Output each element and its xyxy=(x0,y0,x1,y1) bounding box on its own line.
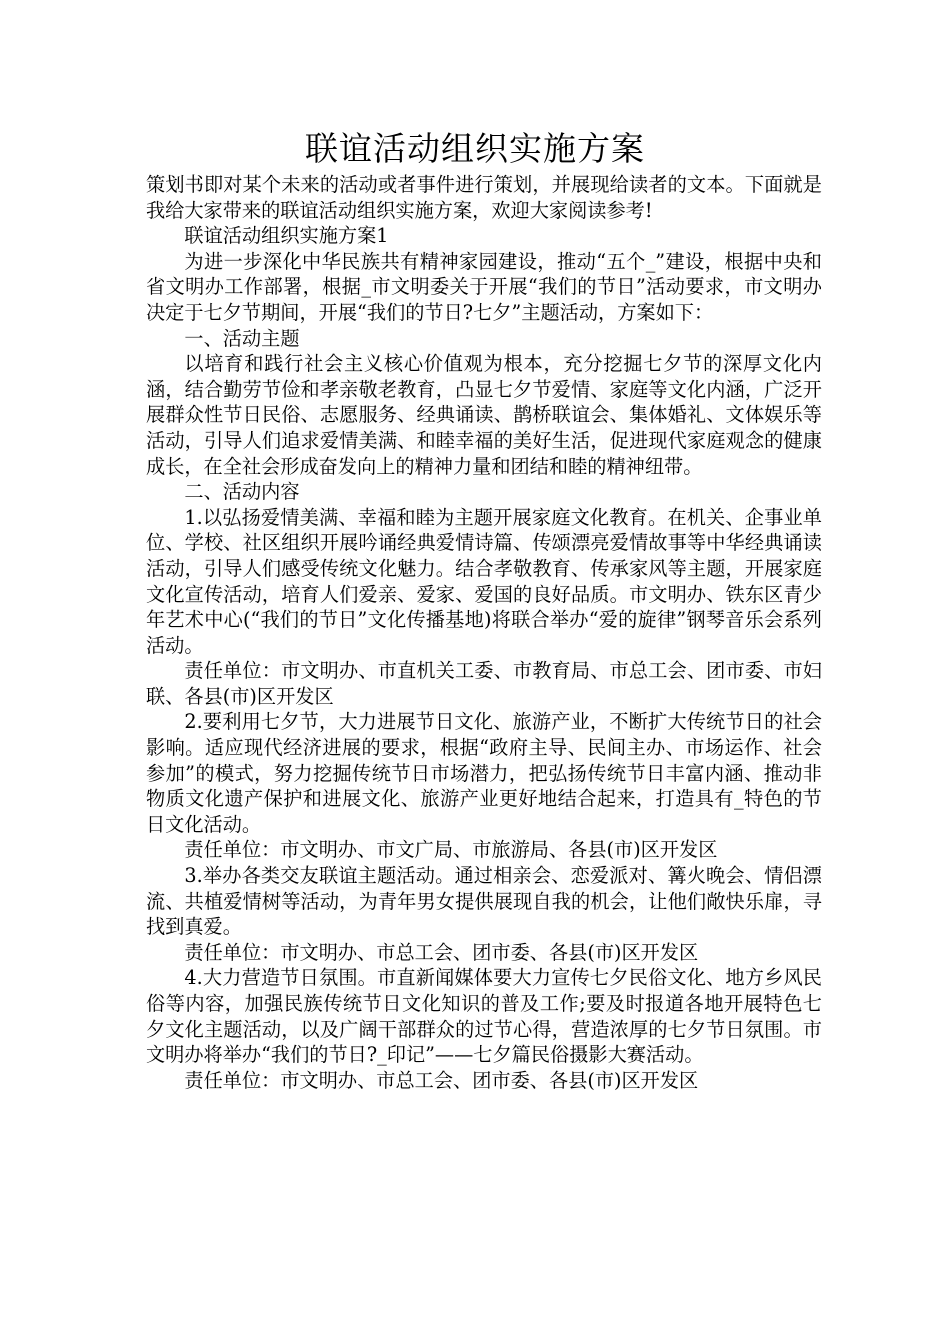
document-title: 联谊活动组织实施方案 xyxy=(305,129,645,168)
paragraph: 责任单位：市文明办、市总工会、团市委、各县(市)区开发区 xyxy=(184,1068,699,1092)
paragraph: 联谊活动组织实施方案1 xyxy=(184,224,389,248)
paragraph: 2.要利用七夕节，大力进展节日文化、旅游产业，不断扩大传统节日的社会影响。适应现代经济进展的要求，根据“政府主导、民间主办、市场运作、社会参加”的模式，努力挖掘传统节日市场潜力，把弘扬传统节日丰富内涵、推动非物质文化遗产保护和进展文化、旅游产业更好地结合起来，打造具有_特色的节日文化活动。 xyxy=(146,710,822,836)
paragraph: 为进一步深化中华民族共有精神家园建设，推动“五个_”建设，根据中央和省文明办工作部署，根据_市文明委关于开展“我们的节日”活动要求，市文明办决定于七夕节期间，开展“我们的节日?七夕”主题活动，方案如下： xyxy=(146,249,822,324)
paragraph: 责任单位：市文明办、市总工会、团市委、各县(市)区开发区 xyxy=(184,940,699,964)
paragraph: 以培育和践行社会主义核心价值观为根本，充分挖掘七夕节的深厚文化内涵，结合勤劳节俭和孝亲敬老教育，凸显七夕节爱情、家庭等文化内涵，广泛开展群众性节日民俗、志愿服务、经典诵读、鹊桥联谊会、集体婚礼、文体娱乐等活动，引导人们追求爱情美满、和睦幸福的美好生活，促进现代家庭观念的健康成长，在全社会形成奋发向上的精神力量和团结和睦的精神纽带。 xyxy=(146,352,822,478)
paragraph: 4.大力营造节日氛围。市直新闻媒体要大力宣传七夕民俗文化、地方乡风民俗等内容，加强民族传统节日文化知识的普及工作;要及时报道各地开展特色七夕文化主题活动，以及广阔干部群众的过节心得，营造浓厚的七夕节日氛围。市文明办将举办“我们的节日?_印记”——七夕篇民俗摄影大赛活动。 xyxy=(146,966,822,1067)
paragraph: 策划书即对某个未来的活动或者事件进行策划，并展现给读者的文本。下面就是我给大家带来的联谊活动组织实施方案，欢迎大家阅读参考! xyxy=(146,173,822,222)
paragraph: 一、活动主题 xyxy=(184,326,300,350)
paragraph: 1.以弘扬爱情美满、幸福和睦为主题开展家庭文化教育。在机关、企事业单位、学校、社区组织开展吟诵经典爱情诗篇、传颂漂亮爱情故事等中华经典诵读活动，引导人们感受传统文化魅力。结合孝敬教育、传承家风等主题，开展家庭文化宣传活动，培育人们爱亲、爱家、爱国的良好品质。市文明办、铁东区青少年艺术中心(“我们的节日”文化传播基地)将联合举办“爱的旋律”钢琴音乐会系列活动。 xyxy=(146,505,822,657)
paragraph: 责任单位：市文明办、市直机关工委、市教育局、市总工会、团市委、市妇联、各县(市)区开发区 xyxy=(146,659,822,708)
paragraph: 二、活动内容 xyxy=(184,480,300,504)
document-body xyxy=(146,172,822,1093)
paragraph: 责任单位：市文明办、市文广局、市旅游局、各县(市)区开发区 xyxy=(184,838,718,862)
paragraph: 3.举办各类交友联谊主题活动。通过相亲会、恋爱派对、篝火晚会、情侣漂流、共植爱情树等活动，为青年男女提供展现自我的机会，让他们敞快乐扉，寻找到真爱。 xyxy=(146,864,822,939)
